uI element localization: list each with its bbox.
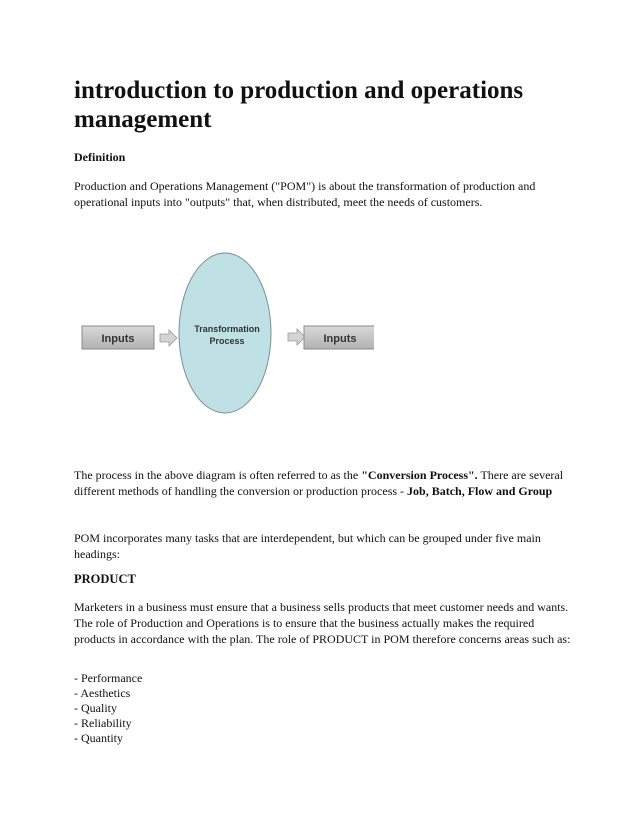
- list-item: - Performance: [74, 671, 143, 685]
- list-item: - Quality: [74, 701, 117, 715]
- pom-paragraph: POM incorporates many tasks that are interdependent, but which can be grouped under five main headings:: [74, 531, 541, 561]
- arrow-right-icon: [160, 330, 177, 346]
- product-areas-list: [74, 671, 142, 746]
- process-text-2: There are several different methods of handling the conversion or production process -: [74, 468, 564, 498]
- definition-paragraph: Production and Operations Management ("POM") is about the transformation of production and operational inputs into "outputs" that, when distributed, meet the needs of customers.: [74, 179, 536, 209]
- product-paragraph: Marketers in a business must ensure that a business sells products that meet customer needs and wants. The role of Production and Operations is to ensure that the business actually makes the required products in accordance with the plan. The role of PRODUCT in POM therefore concerns areas such as:: [74, 600, 571, 646]
- transformation-label-line1: Transformation: [194, 324, 260, 334]
- document-title: introduction to production and operations management: [74, 77, 524, 133]
- transformation-label-line2: Process: [209, 336, 245, 346]
- definition-heading: Definition: [74, 150, 126, 164]
- process-bold-1: "Conversion Process".: [361, 468, 478, 482]
- arrow-right-icon: [288, 329, 305, 345]
- process-text-1: The process in the above diagram is often referred to as the: [74, 468, 362, 482]
- list-item: - Aesthetics: [74, 686, 131, 700]
- input-box-right-label: Inputs: [323, 333, 357, 345]
- product-heading: PRODUCT: [74, 572, 136, 586]
- input-box-left-label: Inputs: [101, 333, 135, 345]
- transformation-diagram: [74, 248, 374, 418]
- conversion-process-paragraph: [74, 467, 574, 499]
- process-bold-2: Job, Batch, Flow and Group: [407, 484, 553, 498]
- list-item: - Reliability: [74, 716, 132, 730]
- list-item: - Quantity: [74, 731, 123, 745]
